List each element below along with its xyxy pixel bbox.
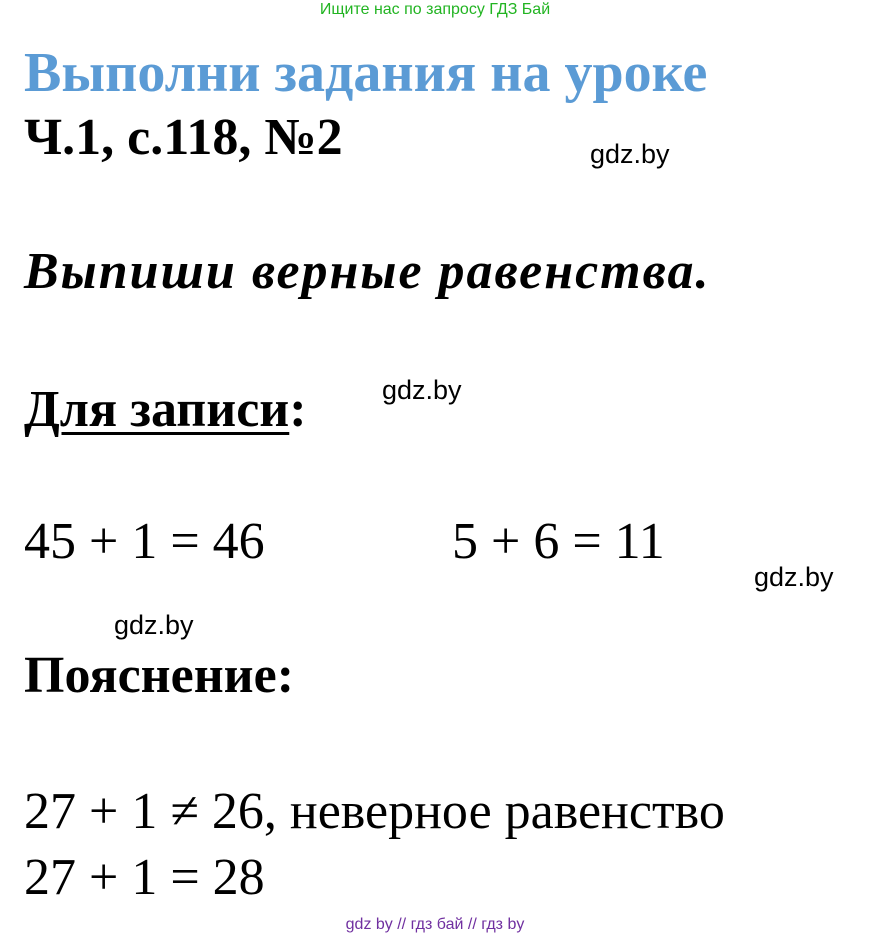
record-label-colon: : <box>289 381 307 438</box>
task-reference: Ч.1, с.118, №2 <box>24 109 343 166</box>
watermark: gdz.by <box>754 562 834 592</box>
task-text: Выпиши верные равенства. <box>24 243 711 300</box>
equation-1: 45 + 1 = 46 <box>24 513 265 570</box>
watermark: gdz.by <box>382 375 462 405</box>
record-label-text: Для записи <box>24 381 290 438</box>
record-label <box>24 378 307 442</box>
watermark: gdz.by <box>590 139 670 169</box>
watermark: gdz.by <box>114 610 194 640</box>
explanation-line-2: 27 + 1 = 28 <box>24 849 265 906</box>
footer-text: gdz by // гдз бай // гдз by <box>345 916 525 933</box>
explanation-label: Пояснение: <box>24 647 295 704</box>
equation-2: 5 + 6 = 11 <box>452 513 665 570</box>
explanation-line-1: 27 + 1 ≠ 26, неверное равенство <box>24 783 725 840</box>
page-title: Выполни задания на уроке <box>24 42 708 104</box>
top-banner: Ищите нас по запросу ГДЗ Бай <box>319 1 551 18</box>
